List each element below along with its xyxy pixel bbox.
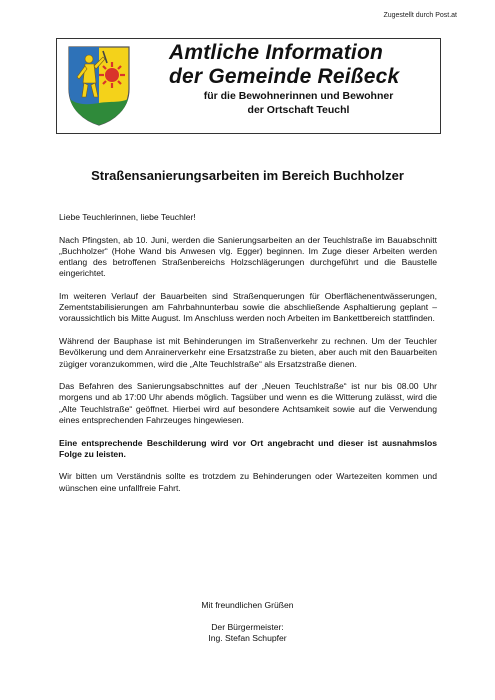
signature-block (0, 600, 495, 645)
letter-body (59, 212, 437, 505)
paragraph-start-date: Nach Pfingsten, ab 10. Juni, werden die Sanierungsarbeiten an der Teuchlstraße im Bauabschnitt „Buchholzer“ (Hohe Wand bis Anwesen vlg. Egger) beginnen. Im Zuge dieser Arbeiten werden entlang des betroffenen Straßenbereichs Holzschlägerungen durchgeführt und die Baustelle eingerichtet. (59, 234, 437, 279)
municipal-crest-icon (67, 45, 131, 127)
document-title: Straßensanierungsarbeiten im Bereich Buchholzer (91, 168, 404, 183)
mayor-name: Ing. Stefan Schupfer (208, 633, 287, 643)
greeting: Liebe Teuchlerinnen, liebe Teuchler! (59, 212, 196, 222)
paragraph-works-schedule: Im weiteren Verlauf der Bauarbeiten sind Straßenquerungen für Oberflächenentwässerungen, Zementstabilisierungen am Fahrbahnunterbau sowie die abschließende Asphaltierung geplant – voraussichtlich bis Mitte August. Im Anschluss werden noch Arbeiten im Bankettbereich stattfinden. (59, 291, 437, 324)
paragraph-closing-request: Wir bitten um Verständnis sollte es trotzdem zu Behinderungen oder Wartezeiten kommen und wünschen eine unfallfreie Fahrt. (59, 471, 437, 493)
header-title-line-2: der Gemeinde Reißeck (169, 65, 400, 88)
paragraph-traffic-disruption: Während der Bauphase ist mit Behinderungen im Straßenverkehr zu rechnen. Um der Teuchler Bevölkerung und dem Anrainerverkehr eine Ersatzstraße zu bieten, aber auch mit den Bauarbeiten zügiger voranzukommen, wird die „Alte Teuchlstraße“ als Ersatzstraße dienen. (59, 336, 437, 369)
paragraph-access-times: Das Befahren des Sanierungsabschnittes auf der „Neuen Teuchlstraße“ ist nur bis 08.00 Uhr morgens und ab 17:00 Uhr abends möglich. Tagsüber und wenn es die Witterung zulässt, wird die „Alte Teuchlstraße“ geöffnet. Hierbei wird auf besondere Achtsamkeit sowie auf die Verwendung eines entsprechenden Fahrzeuges hingewiesen. (59, 381, 437, 425)
header-subtitle-line-2: der Ortschaft Teuchl (247, 104, 350, 116)
header-box (56, 38, 441, 134)
paragraph-signage-notice: Eine entsprechende Beschilderung wird vor Ort angebracht und dieser ist ausnahmslos Folge zu leisten. (59, 437, 437, 459)
header-title-line-1: Amtliche Information (169, 41, 384, 64)
postal-delivery-note: Zugestellt durch Post.at (383, 12, 457, 19)
mayor-role: Der Bürgermeister: (211, 621, 284, 632)
header-subtitle-line-1: für die Bewohnerinnen und Bewohner (203, 90, 394, 102)
regards-line: Mit freundlichen Grüßen (201, 600, 294, 610)
header-title-block (169, 41, 436, 117)
